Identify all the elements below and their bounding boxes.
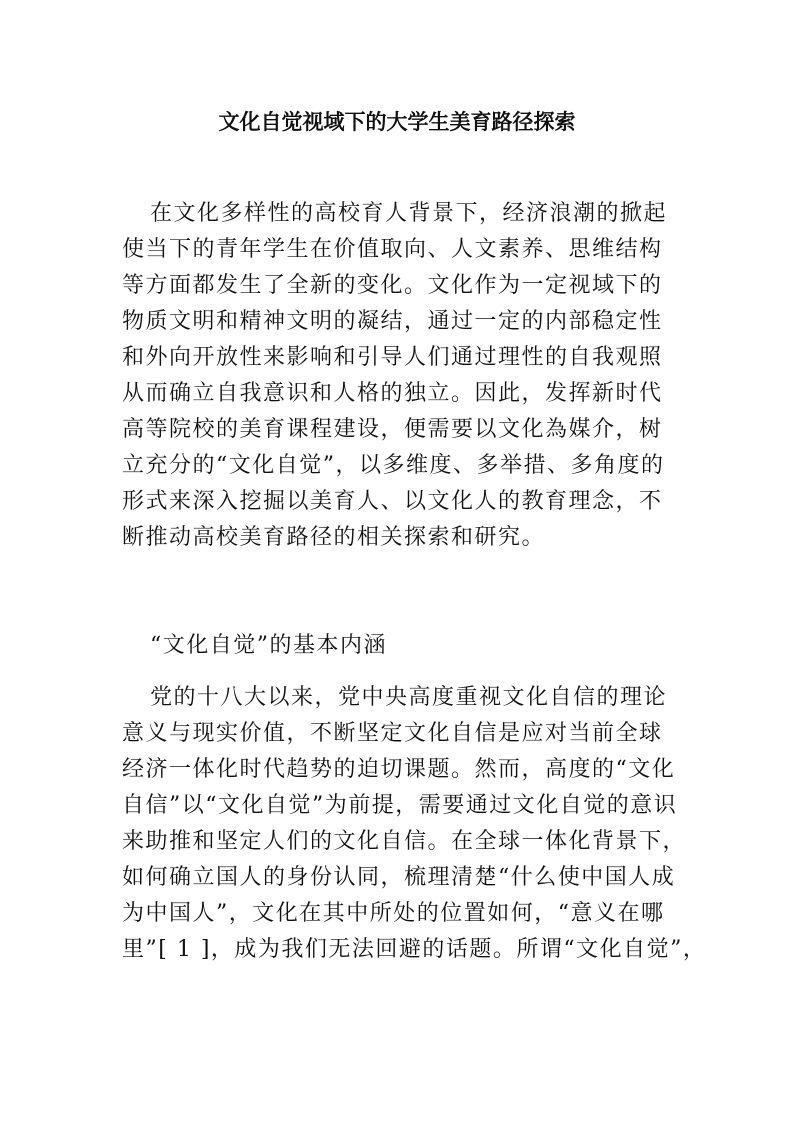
paragraph-line: 党的十八大以来，党中央高度重视文化自信的理论 [150, 685, 668, 710]
paragraph-line: 意义与现实价值，不断坚定文化自信是应对当前全球 [122, 721, 663, 746]
paragraph-intro [122, 196, 682, 556]
paragraph-line: 高等院校的美育课程建设，便需要以文化為媒介，树 [122, 417, 663, 442]
paragraph-line: 和外向开放性来影响和引导人们通过理性的自我观照 [122, 345, 663, 370]
paragraph-line: 形式来深入挖掘以美育人、以文化人的教育理念，不 [122, 489, 663, 514]
paragraph-line: 来助推和坚定人们的文化自信。在全球一体化背景下， [122, 829, 687, 854]
paragraph-line: 自信”以“文化自觉”为前提，需要通过文化自觉的意识 [122, 793, 678, 818]
paragraph-line: 从而确立自我意识和人格的独立。因此，发挥新时代 [122, 381, 663, 406]
paragraph-line: 立充分的“文化自觉”，以多维度、多举措、多角度的 [122, 453, 665, 478]
paragraph-line: 物质文明和精神文明的凝结，通过一定的内部稳定性 [122, 309, 663, 334]
paragraph-line: 使当下的青年学生在价值取向、人文素养、思维结构 [122, 237, 663, 262]
paragraph-culture [122, 680, 707, 968]
section-heading-text: “文化自觉”的基本内涵 [150, 633, 387, 658]
document-title: 文化自觉视域下的大学生美育路径探索 [218, 110, 576, 134]
paragraph-line: 如何确立国人的身份认同，梳理清楚“什么使中国人成 [122, 865, 676, 890]
section-heading [122, 628, 682, 664]
paragraph-line: 在文化多样性的高校育人背景下，经济浪潮的掀起 [150, 201, 668, 226]
paragraph-line: 断推动高校美育路径的相关探索和研究。 [122, 525, 546, 550]
paragraph-line: 等方面都发生了全新的变化。文化作为一定视域下的 [122, 273, 663, 298]
paragraph-line: 里”[ 1 ]，成为我们无法回避的话题。所谓“文化自觉”， [122, 937, 707, 962]
paragraph-line: 经济一体化时代趋势的迫切课题。然而，高度的“文化 [122, 757, 676, 782]
paragraph-line: 为中国人”，文化在其中所处的位置如何，“意义在哪 [122, 901, 665, 926]
